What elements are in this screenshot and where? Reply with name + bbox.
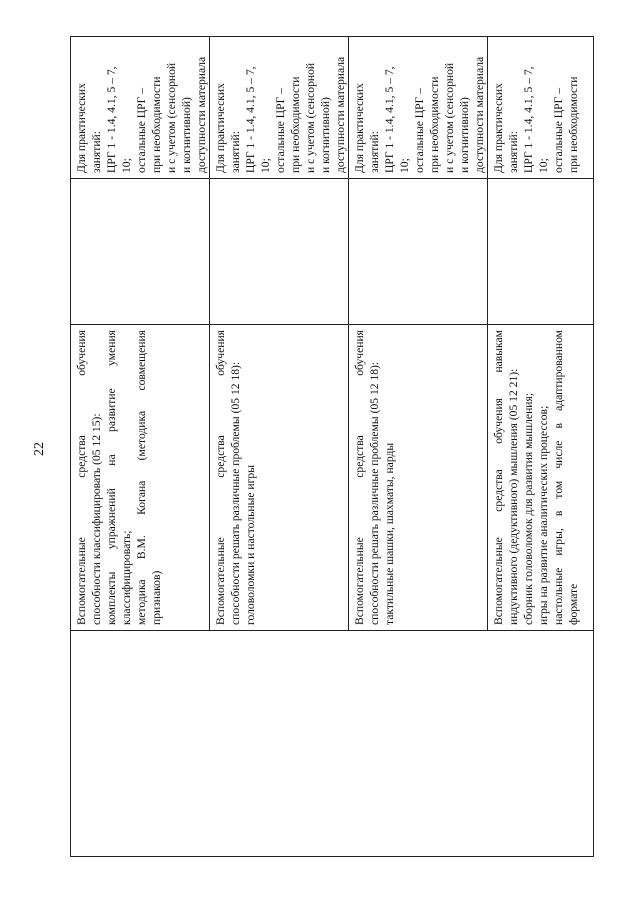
empty-cell xyxy=(210,179,349,325)
notes-line: доступности материала xyxy=(473,56,486,173)
means-line: Вспомогательные средства обучения xyxy=(214,330,227,625)
notes-line: 10; xyxy=(537,158,550,173)
notes-line: остальные ЦРГ – xyxy=(135,87,148,173)
means-line: классифицировать; xyxy=(120,530,133,625)
means-line: методика В.М. Когана (методика совмещения xyxy=(135,330,148,625)
notes-line: 10; xyxy=(120,158,133,173)
notes-line: занятий: xyxy=(507,131,520,173)
means-line: настольные игры, в том числе в адаптированном xyxy=(552,330,565,625)
notes-line: остальные ЦРГ – xyxy=(274,87,287,173)
empty-cell xyxy=(71,179,210,325)
notes-line: ЦРГ 1 - 1.4, 4.1, 5 – 7, xyxy=(522,66,535,173)
notes-line: и с учетом (сенсорной xyxy=(165,62,178,173)
means-line: игры на развитие аналитических процессов; xyxy=(537,405,550,625)
notes-line: и с учетом (сенсорной xyxy=(304,62,317,173)
notes-line: занятий: xyxy=(229,131,242,173)
means-line: сборник головоломок для развития мышления; xyxy=(522,392,535,625)
means-line: формате xyxy=(567,583,580,625)
aids-table xyxy=(70,36,594,857)
notes-cell xyxy=(349,37,488,179)
notes-cell xyxy=(71,37,210,179)
notes-line: и с учетом (сенсорной xyxy=(443,62,456,173)
means-line: Вспомогательные средства обучения xyxy=(75,330,88,625)
means-line: Вспомогательные средства обучения xyxy=(353,330,366,625)
notes-line: ЦРГ 1 - 1.4, 4.1, 5 – 7, xyxy=(105,66,118,173)
means-line: головоломки и настольные игры xyxy=(244,465,257,625)
notes-line: остальные ЦРГ – xyxy=(413,87,426,173)
notes-line: при необходимости xyxy=(428,76,441,173)
notes-line: занятий: xyxy=(368,131,381,173)
notes-line: 10; xyxy=(259,158,272,173)
notes-line: доступности материала xyxy=(195,56,208,173)
means-line: признаков) xyxy=(150,570,163,625)
means-cell xyxy=(349,325,488,631)
page-number: 22 xyxy=(32,442,47,456)
means-line: способности классифицировать (05 12 15): xyxy=(90,413,103,625)
table-row xyxy=(71,37,210,857)
notes-line: ЦРГ 1 - 1.4, 4.1, 5 – 7, xyxy=(244,66,257,173)
notes-cell xyxy=(210,37,349,179)
notes-cell xyxy=(488,37,594,179)
means-line: комплекты упражнений на развитие умения xyxy=(105,330,118,625)
notes-line: при необходимости xyxy=(150,76,163,173)
means-line: индуктивного (дедуктивного) мышления (05 12 21): xyxy=(507,368,520,625)
notes-line: Для практических xyxy=(492,83,505,173)
means-line: способности решать различные проблемы (05 12 18): xyxy=(229,361,242,625)
notes-line: занятий: xyxy=(90,131,103,173)
means-cell xyxy=(210,325,349,631)
notes-line: 10; xyxy=(398,158,411,173)
rotated-table-wrapper xyxy=(70,37,580,857)
means-cell xyxy=(71,325,210,631)
notes-line: при необходимости xyxy=(289,76,302,173)
notes-line: доступности материала xyxy=(334,56,347,173)
notes-line: при необходимости xyxy=(567,76,580,173)
category-cell xyxy=(71,631,594,857)
means-line: Вспомогательные средства обучения навыкам xyxy=(492,330,505,625)
notes-line: ЦРГ 1 - 1.4, 4.1, 5 – 7, xyxy=(383,66,396,173)
notes-line: Для практических xyxy=(353,83,366,173)
notes-line: и когнитивной) xyxy=(180,97,193,173)
notes-line: и когнитивной) xyxy=(319,97,332,173)
means-line: способности решать различные проблемы (05 12 18): xyxy=(368,361,381,625)
means-cell xyxy=(488,325,594,631)
notes-line: и когнитивной) xyxy=(458,97,471,173)
notes-line: остальные ЦРГ – xyxy=(552,87,565,173)
notes-line: Для практических xyxy=(75,83,88,173)
notes-line: Для практических xyxy=(214,83,227,173)
empty-cell xyxy=(349,179,488,325)
empty-cell xyxy=(488,179,594,325)
means-line: тактильные шашки, шахматы, нарды xyxy=(383,442,396,625)
